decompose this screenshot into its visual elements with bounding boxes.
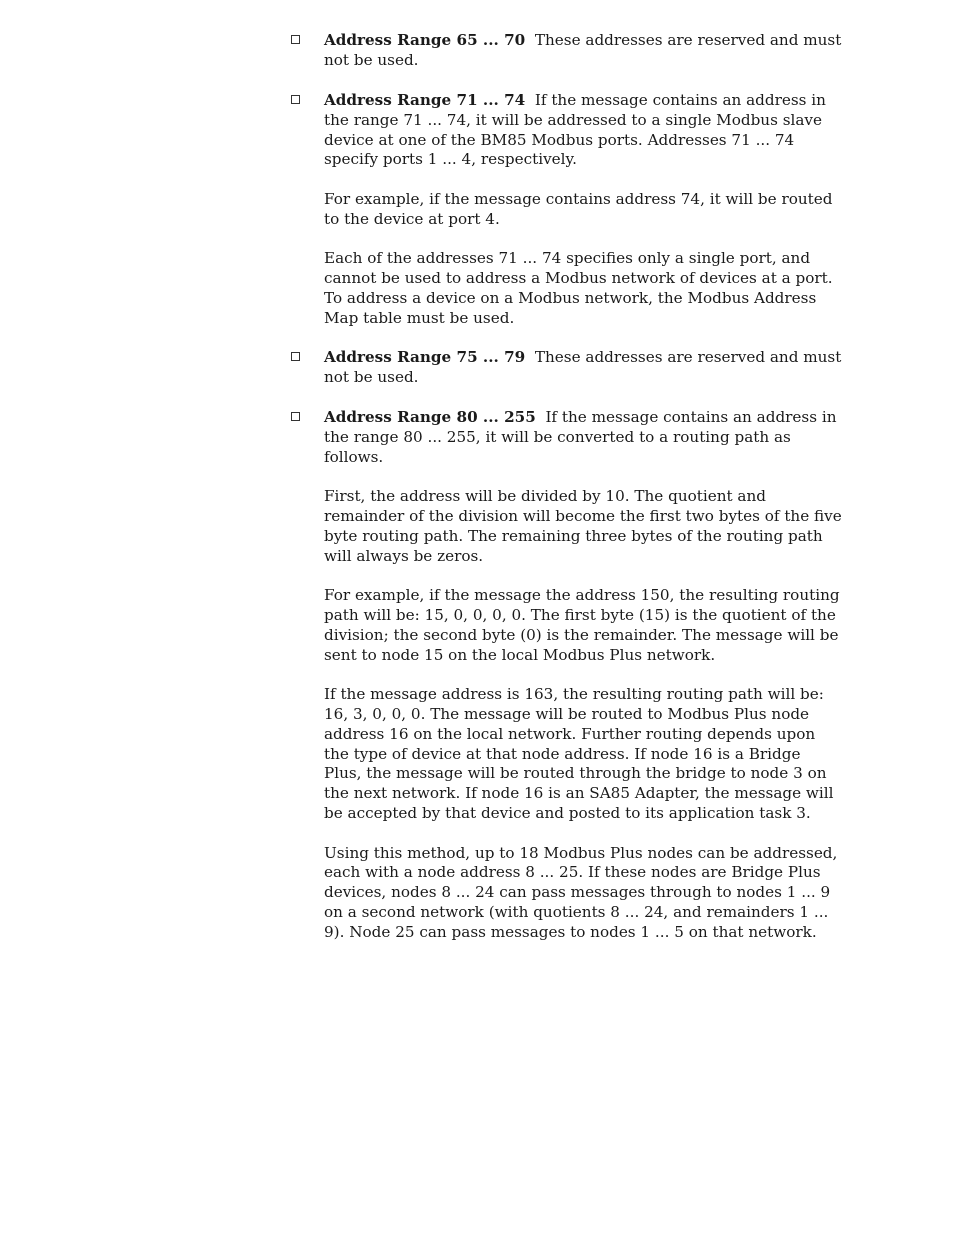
paragraph: For example, if the message the address 150, the resulting routing path will be: 15, 0, 0, 0, 0. The first byte (15) is the quotient of the division; the second byte (0) is the remainder. The message will be sent to node 15 on the local Modbus Plus network. bbox=[324, 586, 840, 664]
item-text: If the message contains an address in the range 71 ... 74, it will be addressed to a single Modbus slave device at one of the BM85 Modbus ports. Addresses 71 ... 74 specify ports 1 ... 4, respectively. bbox=[324, 91, 826, 169]
square-bullet-icon bbox=[291, 95, 300, 104]
item-text: These addresses are reserved and must not be used. bbox=[324, 348, 842, 386]
paragraph bbox=[324, 408, 842, 467]
paragraph bbox=[324, 91, 842, 170]
list-item-body bbox=[324, 348, 842, 388]
paragraph: Using this method, up to 18 Modbus Plus nodes can be addressed, each with a node address 8 ... 25. If these nodes are Bridge Plus devices, nodes 8 ... 24 can pass messages through to nodes 1 ... 9 on a second network (with quotients 8 ... 24, and remainders 1 ... 9). Node 25 can pass messages to nodes 1 ... 5 on that network. bbox=[324, 843, 838, 941]
paragraph: If the message address is 163, the resulting routing path will be: 16, 3, 0, 0, 0. The message will be routed to Modbus Plus node address 16 on the local network. Further routing depends upon the type of device at that node address. If node 16 is a Bridge Plus, the message will be routed through the bridge to node 3 on the next network. If node 16 is an SA85 Adapter, the message will be accepted by that device and posted to its application task 3. bbox=[324, 685, 834, 822]
list-item-body bbox=[324, 91, 842, 329]
item-heading: Address Range 80 ... 255 bbox=[324, 408, 536, 426]
paragraph: Each of the addresses 71 ... 74 specifies only a single port, and cannot be used to address a Modbus network of devices at a port. To address a device on a Modbus network, the Modbus Address Map table must be used. bbox=[324, 249, 833, 327]
square-bullet-icon bbox=[291, 35, 300, 44]
list-item-body bbox=[324, 408, 842, 943]
square-bullet-icon bbox=[291, 352, 300, 361]
item-text: If the message contains an address in the range 80 ... 255, it will be converted to a routing path as follows. bbox=[324, 408, 837, 466]
list-item-body bbox=[324, 31, 842, 71]
item-text: These addresses are reserved and must not be used. bbox=[324, 31, 842, 69]
paragraph bbox=[324, 348, 842, 388]
paragraph: First, the address will be divided by 10. The quotient and remainder of the division will become the first two bytes of the five byte routing path. The remaining three bytes of the routing path will always be zeros. bbox=[324, 487, 842, 565]
paragraph: For example, if the message contains address 74, it will be routed to the device at port 4. bbox=[324, 189, 833, 228]
item-heading: Address Range 75 ... 79 bbox=[324, 348, 526, 366]
item-heading: Address Range 71 ... 74 bbox=[324, 91, 526, 109]
paragraph bbox=[324, 31, 842, 71]
item-heading: Address Range 65 ... 70 bbox=[324, 31, 526, 49]
square-bullet-icon bbox=[291, 412, 300, 421]
